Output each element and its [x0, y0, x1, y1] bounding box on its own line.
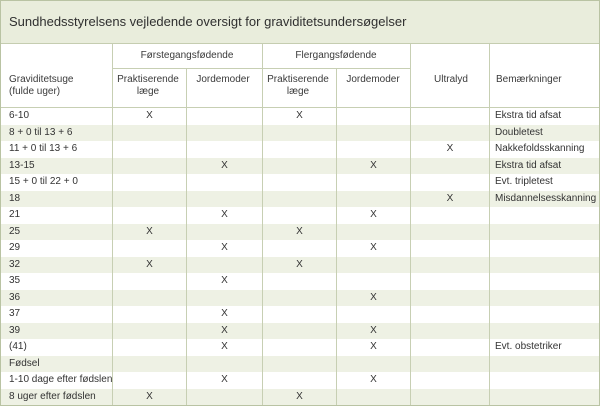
cell-fp-midwife: X: [221, 209, 228, 220]
cell-ultrasound: [411, 306, 489, 322]
col-divider: [410, 44, 411, 405]
table-row: [1, 273, 599, 289]
cell-fp-midwife: [187, 356, 262, 372]
cell-lp-midwife: [337, 389, 410, 405]
cell-week: 36: [9, 291, 21, 303]
cell-week: 8 uger efter fødslen: [9, 390, 96, 402]
cell-ultrasound: X: [446, 192, 454, 204]
cell-notes: Evt. tripletest: [495, 176, 553, 187]
cell-lp-midwife: X: [370, 291, 377, 303]
cell-notes: Evt. obstetriker: [495, 341, 562, 352]
cell-lp-midwife: [337, 224, 410, 240]
cell-week: 11 + 0 til 13 + 6: [9, 143, 78, 154]
table-row: [1, 290, 599, 306]
col-divider: [489, 44, 490, 405]
cell-notes: Ekstra tid afsat: [495, 159, 562, 171]
table-row: [1, 141, 599, 157]
cell-lp-doctor: [263, 125, 336, 141]
table-header: [1, 44, 599, 107]
col-divider: [112, 44, 113, 405]
cell-notes: Ekstra tid afsat: [495, 110, 562, 121]
cell-fp-doctor: [113, 174, 186, 190]
cell-lp-doctor: X: [296, 390, 303, 402]
cell-lp-doctor: [263, 141, 336, 157]
cell-fp-midwife: X: [221, 159, 228, 171]
cell-fp-midwife: [187, 257, 262, 273]
cell-lp-midwife: X: [370, 341, 377, 352]
cell-week: 6-10: [9, 110, 30, 121]
cell-week: 1-10 dage efter fødslen: [9, 374, 113, 385]
cell-ultrasound: [411, 207, 489, 223]
cell-fp-midwife: [187, 108, 262, 124]
cell-lp-doctor: [263, 174, 336, 190]
cell-lp-doctor: [263, 158, 336, 174]
cell-fp-midwife: [187, 389, 262, 405]
cell-lp-midwife: [337, 257, 410, 273]
col-header-week: Graviditetsuge (fulde uger): [9, 74, 74, 97]
cell-lp-midwife: X: [370, 209, 377, 220]
cell-notes: Misdannelsesskanning: [495, 192, 597, 204]
cell-notes: [495, 323, 599, 339]
cell-lp-midwife: [337, 174, 410, 190]
cell-ultrasound: [411, 125, 489, 141]
cell-ultrasound: [411, 273, 489, 289]
cell-fp-doctor: [113, 273, 186, 289]
cell-notes: [495, 207, 599, 223]
col-header-fp-doctor: Praktiserende læge: [117, 74, 179, 97]
cell-lp-doctor: [263, 339, 336, 355]
group-header-later: Flergangsfødende: [295, 50, 377, 61]
cell-fp-doctor: [113, 306, 186, 322]
table-row: [1, 306, 599, 322]
cell-fp-doctor: [113, 240, 186, 256]
cell-lp-doctor: [263, 323, 336, 339]
cell-fp-midwife: X: [221, 275, 228, 286]
cell-fp-midwife: X: [221, 242, 228, 253]
cell-fp-midwife: X: [221, 308, 228, 319]
cell-fp-midwife: [187, 174, 262, 190]
col-header-notes: Bemærkninger: [496, 74, 562, 85]
col-divider: [262, 44, 263, 405]
cell-fp-midwife: X: [221, 324, 228, 336]
cell-fp-midwife: [187, 125, 262, 141]
cell-week: (41): [9, 341, 27, 352]
cell-fp-doctor: [113, 125, 186, 141]
cell-fp-doctor: X: [146, 110, 153, 121]
col-header-fp-midwife: Jordemoder: [196, 74, 250, 85]
cell-lp-doctor: [263, 356, 336, 372]
cell-fp-midwife: X: [221, 374, 228, 385]
cell-fp-doctor: [113, 290, 186, 306]
cell-lp-midwife: X: [370, 374, 377, 385]
cell-week: 18: [9, 192, 21, 204]
cell-notes: [495, 389, 599, 405]
cell-notes: [495, 273, 599, 289]
cell-ultrasound: [411, 240, 489, 256]
cell-lp-midwife: X: [370, 159, 377, 171]
cell-fp-midwife: [187, 191, 262, 207]
cell-fp-doctor: [113, 158, 186, 174]
col-header-lp-doctor: Praktiserende læge: [267, 74, 329, 97]
cell-lp-doctor: [263, 290, 336, 306]
cell-week: Fødsel: [9, 357, 40, 369]
cell-week: 39: [9, 324, 21, 336]
cell-fp-doctor: X: [146, 258, 153, 270]
col-divider: [186, 69, 187, 405]
cell-fp-midwife: [187, 141, 262, 157]
cell-fp-doctor: X: [146, 225, 153, 237]
cell-week: 13-15: [9, 159, 35, 171]
cell-notes: [495, 224, 599, 240]
cell-lp-doctor: X: [296, 258, 303, 270]
cell-ultrasound: [411, 257, 489, 273]
table-row: [1, 257, 599, 273]
cell-fp-doctor: [113, 141, 186, 157]
cell-ultrasound: [411, 174, 489, 190]
cell-fp-doctor: [113, 207, 186, 223]
table-row: [1, 356, 599, 372]
table-row: [1, 207, 599, 223]
table-row: [1, 389, 599, 405]
cell-ultrasound: [411, 339, 489, 355]
table-row: [1, 339, 599, 355]
cell-fp-doctor: [113, 356, 186, 372]
cell-week: 35: [9, 275, 21, 286]
table-row: [1, 191, 599, 207]
table-row: [1, 125, 599, 141]
col-header-ultrasound: Ultralyd: [434, 74, 468, 85]
cell-notes: [495, 306, 599, 322]
cell-lp-doctor: [263, 372, 336, 388]
cell-notes: Nakkefoldsskanning: [495, 143, 585, 154]
cell-notes: Doubletest: [495, 126, 543, 138]
cell-lp-doctor: [263, 240, 336, 256]
table-row: [1, 174, 599, 190]
cell-notes: [495, 356, 599, 372]
table-row: [1, 158, 599, 174]
cell-lp-doctor: [263, 273, 336, 289]
cell-week: 25: [9, 225, 21, 237]
cell-ultrasound: [411, 389, 489, 405]
cell-lp-midwife: [337, 141, 410, 157]
cell-ultrasound: [411, 108, 489, 124]
cell-fp-doctor: X: [146, 390, 153, 402]
cell-week: 37: [9, 308, 21, 319]
cell-lp-midwife: [337, 191, 410, 207]
table-row: [1, 108, 599, 124]
cell-ultrasound: [411, 323, 489, 339]
cell-fp-midwife: X: [221, 341, 228, 352]
cell-lp-doctor: [263, 306, 336, 322]
cell-fp-doctor: [113, 191, 186, 207]
cell-notes: [495, 290, 599, 306]
cell-week: 29: [9, 242, 21, 253]
col-divider: [336, 69, 337, 405]
table-title: Sundhedsstyrelsens vejledende oversigt for graviditetsundersøgelser: [9, 14, 407, 29]
cell-fp-doctor: [113, 323, 186, 339]
cell-ultrasound: [411, 356, 489, 372]
cell-lp-doctor: [263, 207, 336, 223]
cell-fp-midwife: [187, 224, 262, 240]
cell-lp-midwife: [337, 108, 410, 124]
cell-notes: [495, 372, 599, 388]
title-bar: [1, 1, 599, 44]
table-row: [1, 323, 599, 339]
cell-fp-doctor: [113, 339, 186, 355]
cell-week: 15 + 0 til 22 + 0: [9, 176, 78, 187]
table-row: [1, 372, 599, 388]
cell-ultrasound: X: [446, 143, 454, 154]
table-row: [1, 224, 599, 240]
cell-notes: [495, 257, 599, 273]
cell-lp-midwife: [337, 306, 410, 322]
cell-lp-doctor: X: [296, 110, 303, 121]
cell-lp-midwife: X: [370, 242, 377, 253]
cell-lp-midwife: X: [370, 324, 377, 336]
cell-ultrasound: [411, 290, 489, 306]
cell-lp-doctor: X: [296, 225, 303, 237]
cell-lp-doctor: [263, 191, 336, 207]
cell-lp-midwife: [337, 273, 410, 289]
cell-notes: [495, 240, 599, 256]
cell-ultrasound: [411, 158, 489, 174]
cell-week: 8 + 0 til 13 + 6: [9, 126, 73, 138]
cell-lp-midwife: [337, 125, 410, 141]
cell-week: 32: [9, 258, 21, 270]
col-header-lp-midwife: Jordemoder: [346, 74, 400, 85]
table-row: [1, 240, 599, 256]
cell-ultrasound: [411, 224, 489, 240]
group-header-first: Førstegangsfødende: [140, 50, 234, 61]
cell-week: 21: [9, 209, 21, 220]
cell-fp-midwife: [187, 290, 262, 306]
cell-ultrasound: [411, 372, 489, 388]
cell-fp-doctor: [113, 372, 186, 388]
cell-lp-midwife: [337, 356, 410, 372]
